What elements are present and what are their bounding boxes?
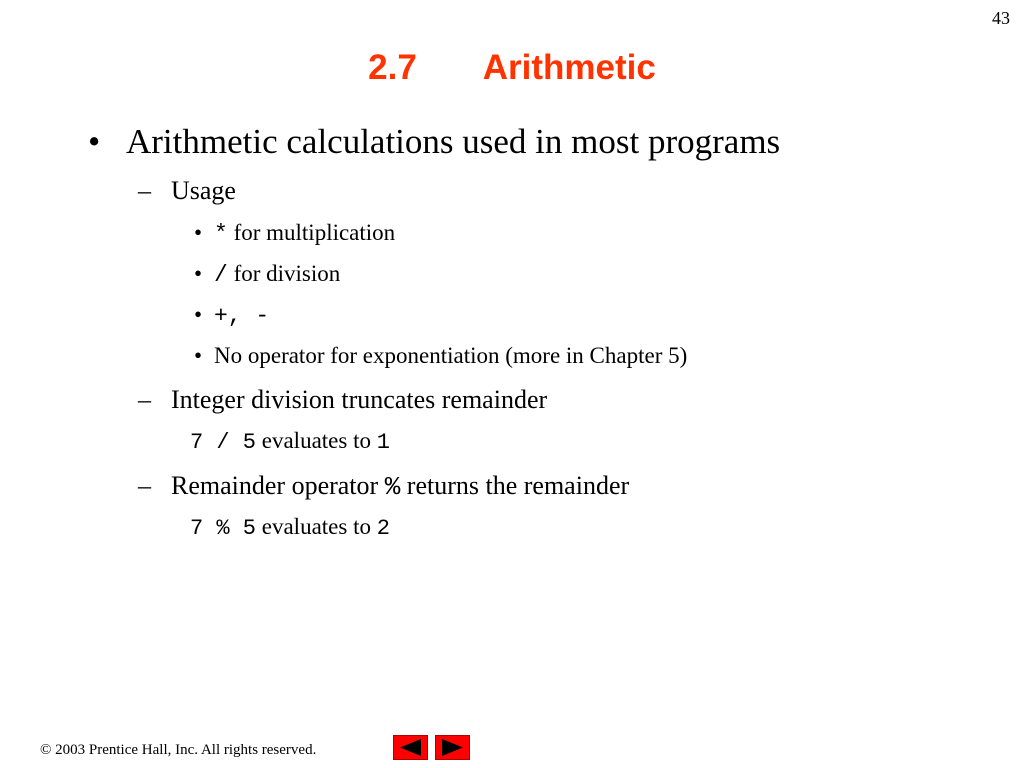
- dash-mark: –: [138, 176, 151, 205]
- example-text: evaluates to: [261, 428, 371, 453]
- operator-code: /: [214, 262, 228, 288]
- dash-mark: –: [138, 385, 151, 414]
- bullet-mark: •: [194, 220, 203, 245]
- example-expression: 7 / 5: [190, 430, 257, 455]
- bullet-mark: •: [194, 343, 203, 368]
- operator-code: +, -: [214, 303, 270, 329]
- example-expression: 7 % 5: [190, 516, 257, 541]
- bullet-mark: •: [194, 261, 203, 286]
- usage-item-exponentiation: [194, 343, 687, 369]
- copyright-footer: © 2003 Prentice Hall, Inc. All rights reserved.: [40, 742, 317, 758]
- example-text: evaluates to: [261, 514, 371, 539]
- previous-slide-button[interactable]: [393, 735, 428, 760]
- slide-title: [0, 48, 1024, 88]
- remainder-subbullet: [138, 471, 629, 502]
- integer-division-subbullet: [138, 385, 547, 415]
- example-result: 2: [376, 516, 390, 541]
- right-arrow-icon: [436, 736, 469, 759]
- usage-item-text: No operator for exponentiation (more in Chapter 5): [214, 343, 688, 368]
- example-result: 1: [376, 430, 390, 455]
- operator-code: *: [214, 221, 228, 247]
- section-number: 2.7: [368, 48, 417, 87]
- remainder-example: [190, 514, 390, 541]
- dash-mark: –: [138, 471, 151, 500]
- main-bullet: [88, 122, 780, 162]
- remainder-label-after: returns the remainder: [406, 471, 630, 500]
- usage-label: Usage: [171, 176, 236, 205]
- usage-subbullet: [138, 176, 236, 206]
- bullet-mark: •: [194, 302, 203, 327]
- bullet-mark: •: [88, 122, 101, 161]
- left-arrow-icon: [394, 736, 427, 759]
- main-bullet-text: Arithmetic calculations used in most programs: [126, 122, 781, 161]
- usage-item-text: for multiplication: [233, 220, 396, 245]
- usage-item-add-subtract: [194, 302, 269, 329]
- section-title: Arithmetic: [482, 48, 656, 87]
- usage-item-division: [194, 261, 340, 288]
- integer-division-label: Integer division truncates remainder: [171, 385, 548, 414]
- remainder-operator: %: [384, 472, 401, 502]
- usage-item-multiplication: [194, 220, 395, 247]
- next-slide-button[interactable]: [435, 735, 470, 760]
- remainder-label-before: Remainder operator: [171, 471, 379, 500]
- page-number: 43: [992, 8, 1010, 28]
- integer-division-example: [190, 428, 390, 455]
- usage-item-text: for division: [233, 261, 341, 286]
